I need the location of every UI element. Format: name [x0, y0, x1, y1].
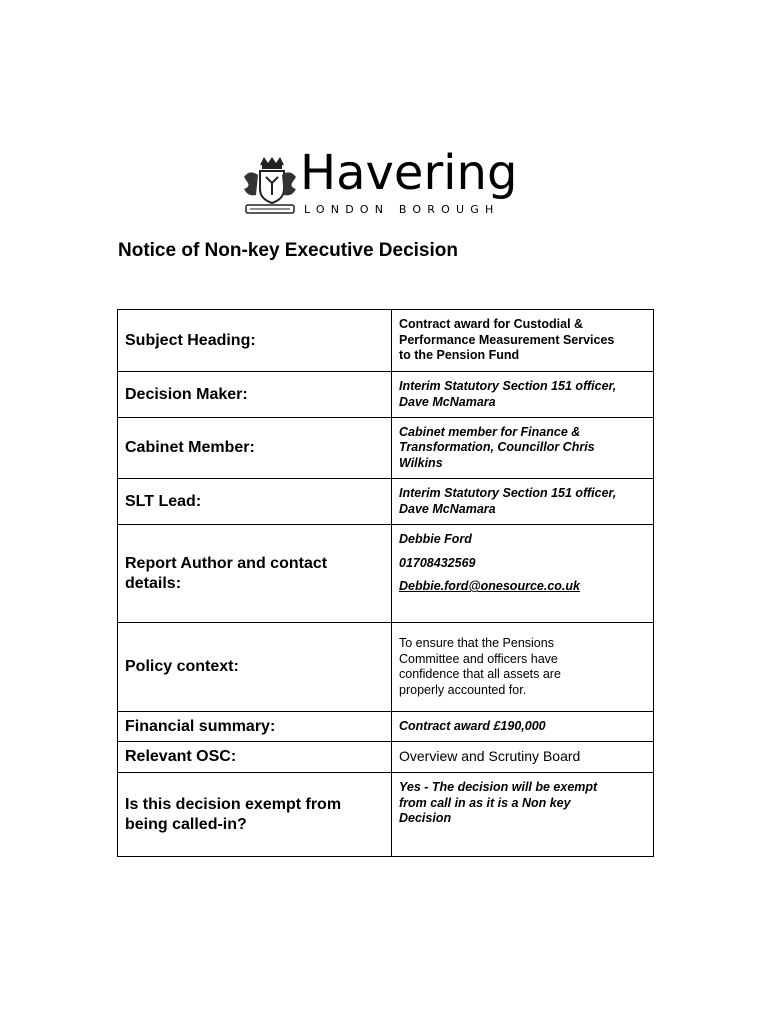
- slt-lead-value: Interim Statutory Section 151 officer, Dave McNamara: [392, 479, 654, 525]
- row-slt-lead: [118, 479, 654, 525]
- decision-maker-label: Decision Maker:: [118, 372, 392, 418]
- author-email-link[interactable]: Debbie.ford@onesource.co.uk: [399, 579, 580, 593]
- subject-heading-value: Contract award for Custodial & Performance Measurement Services to the Pension Fund: [392, 310, 654, 372]
- crest-icon: [240, 155, 300, 217]
- author-phone: 01708432569: [399, 555, 476, 570]
- relevant-osc-label: Relevant OSC:: [118, 742, 392, 773]
- policy-context-label: Policy context:: [118, 623, 392, 712]
- exempt-label: Is this decision exempt from being called-in?: [118, 773, 392, 857]
- financial-summary-value: Contract award £190,000: [392, 712, 654, 742]
- subject-heading-label: Subject Heading:: [118, 310, 392, 372]
- row-decision-maker: [118, 372, 654, 418]
- cabinet-member-label: Cabinet Member:: [118, 418, 392, 479]
- report-author-value: [392, 525, 654, 623]
- row-exempt: [118, 773, 654, 857]
- slt-lead-label: SLT Lead:: [118, 479, 392, 525]
- havering-logo: [240, 145, 530, 220]
- brand-subtitle: LONDON BOROUGH: [304, 203, 500, 216]
- brand-name: Havering: [300, 145, 518, 201]
- row-policy-context: [118, 623, 654, 712]
- row-cabinet-member: [118, 418, 654, 479]
- row-subject: [118, 310, 654, 372]
- exempt-value: Yes - The decision will be exempt from call in as it is a Non key Decision: [392, 773, 654, 857]
- page-title: Notice of Non-key Executive Decision: [118, 240, 458, 261]
- row-report-author: [118, 525, 654, 623]
- row-relevant-osc: [118, 742, 654, 773]
- policy-context-value: To ensure that the Pensions Committee and officers have confidence that all assets are properly accounted for.: [392, 623, 654, 712]
- decision-maker-value: Interim Statutory Section 151 officer, Dave McNamara: [392, 372, 654, 418]
- relevant-osc-value: Overview and Scrutiny Board: [392, 742, 654, 773]
- decision-table: [117, 309, 654, 857]
- row-financial-summary: [118, 712, 654, 742]
- financial-summary-label: Financial summary:: [118, 712, 392, 742]
- author-name: Debbie Ford: [399, 532, 472, 546]
- cabinet-member-value: Cabinet member for Finance & Transformation, Councillor Chris Wilkins: [392, 418, 654, 479]
- report-author-label: Report Author and contact details:: [118, 525, 392, 623]
